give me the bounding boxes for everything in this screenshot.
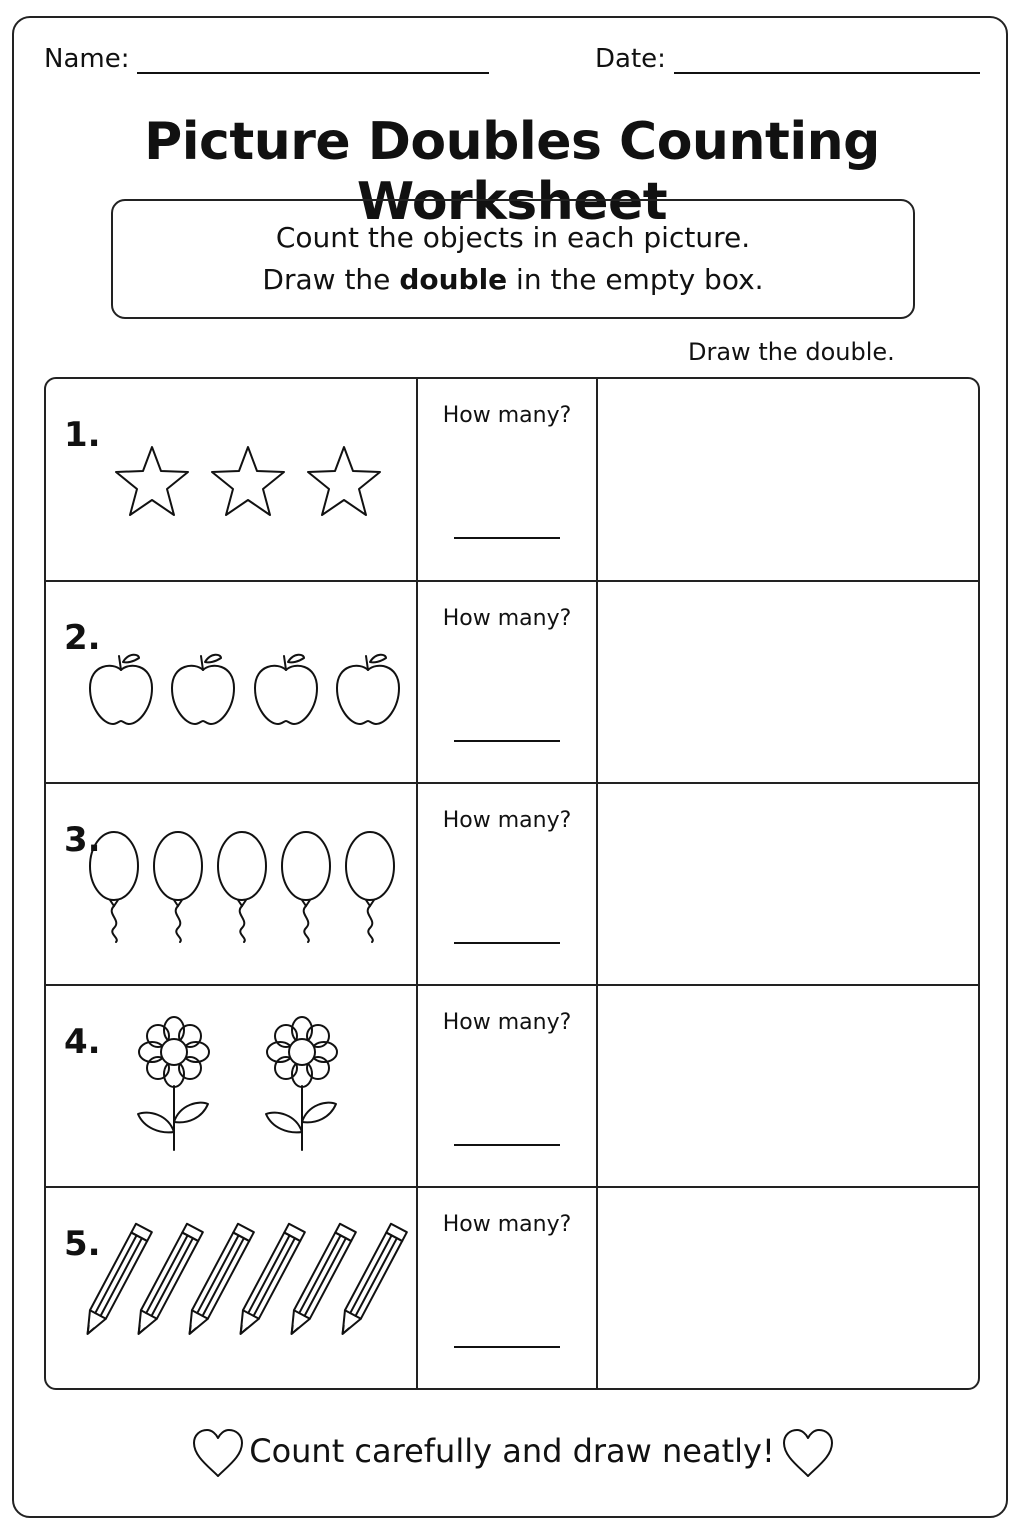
balloon-icon — [346, 832, 394, 942]
date-label: Date: — [595, 44, 666, 74]
exercise-number: 5. — [64, 1224, 101, 1264]
how-many-prompt: How many? — [442, 403, 572, 428]
exercise-row-2 — [46, 580, 978, 783]
draw-double-box[interactable] — [598, 1188, 978, 1388]
apple-icon — [255, 655, 317, 724]
apple-icon — [172, 655, 234, 724]
picture-cell — [46, 986, 416, 1186]
answer-blank[interactable] — [454, 1346, 560, 1348]
exercise-row-5 — [46, 1186, 978, 1389]
name-label: Name: — [44, 44, 130, 74]
picture-cell — [46, 379, 416, 579]
instructions-line-2: Draw the double in the empty box. — [262, 263, 764, 296]
how-many-prompt: How many? — [442, 1010, 572, 1035]
exercise-number: 1. — [64, 415, 101, 455]
footer-message: Count carefully and draw neatly! — [249, 1432, 775, 1470]
how-many-prompt: How many? — [442, 1212, 572, 1237]
exercise-number: 3. — [64, 820, 101, 860]
answer-blank[interactable] — [454, 1144, 560, 1146]
answer-blank[interactable] — [454, 942, 560, 944]
footer — [0, 1426, 1024, 1486]
date-field[interactable] — [595, 44, 980, 74]
exercise-number: 2. — [64, 618, 101, 658]
flower-icon — [266, 1017, 337, 1150]
instructions-emphasis: double — [399, 263, 508, 296]
draw-double-box[interactable] — [598, 582, 978, 782]
draw-double-box[interactable] — [598, 784, 978, 984]
flower-icon — [138, 1017, 209, 1150]
draw-double-box[interactable] — [598, 986, 978, 1186]
name-field[interactable] — [44, 44, 489, 74]
balloon-icon — [90, 832, 138, 942]
draw-double-box[interactable] — [598, 379, 978, 579]
exercise-row-4 — [46, 984, 978, 1187]
star-icon — [308, 447, 380, 515]
star-icon — [116, 447, 188, 515]
how-many-prompt: How many? — [442, 606, 572, 631]
apple-icon — [337, 655, 399, 724]
worksheet-grid — [44, 377, 980, 1390]
picture-cell — [46, 582, 416, 782]
instructions-box — [111, 199, 915, 319]
heart-icon — [780, 1426, 836, 1482]
name-line[interactable] — [137, 46, 489, 74]
balloon-icon — [218, 832, 266, 942]
date-line[interactable] — [674, 46, 980, 74]
exercise-row-3 — [46, 782, 978, 985]
answer-blank[interactable] — [454, 537, 560, 539]
exercise-row-1 — [46, 379, 978, 582]
picture-cell — [46, 784, 416, 984]
apple-icon — [90, 655, 152, 724]
pencil-icon — [80, 1224, 152, 1338]
balloon-icon — [282, 832, 330, 942]
page-title: Picture Doubles Counting Worksheet — [144, 112, 880, 232]
answer-blank[interactable] — [454, 740, 560, 742]
exercise-number: 4. — [64, 1022, 101, 1062]
how-many-prompt: How many? — [442, 808, 572, 833]
star-icon — [212, 447, 284, 515]
balloon-icon — [154, 832, 202, 942]
instructions-line-1: Count the objects in each picture. — [275, 221, 751, 254]
draw-double-caption: Draw the double. — [688, 338, 895, 366]
picture-cell — [46, 1188, 416, 1388]
